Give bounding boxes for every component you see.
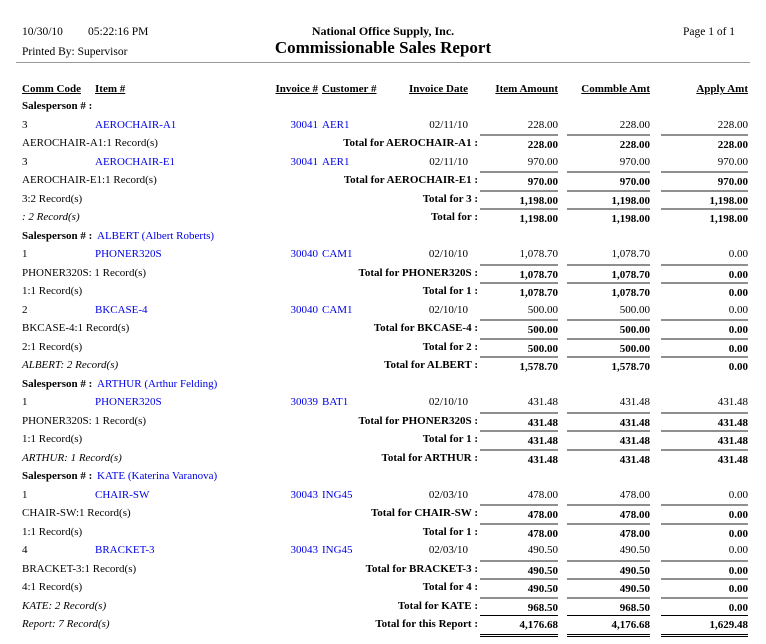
- apply-amt-total: 0.00: [661, 560, 748, 580]
- page-number: Page 1 of 1: [683, 26, 736, 38]
- item-number-link[interactable]: BKCASE-4: [95, 303, 148, 316]
- invoice-date-cell: 02/03/10: [428, 544, 468, 556]
- commble-amt-total: 228.00: [567, 134, 650, 154]
- item-amount-cell: 478.00: [527, 488, 558, 501]
- apply-amt-total: 431.48: [661, 412, 748, 432]
- customer-number-link[interactable]: ING45: [322, 488, 353, 501]
- item-amount-cell: 431.48: [527, 396, 558, 408]
- header-divider: [16, 62, 750, 63]
- commble-amt-total: 431.48: [567, 412, 650, 432]
- item-amount-total: 1,578.70: [480, 356, 558, 376]
- item-amount-total: 1,198.00: [480, 208, 558, 228]
- total-label: Total for KATE :: [397, 599, 478, 612]
- invoice-date-cell: 02/10/10: [428, 303, 468, 316]
- salesperson-group-header: [0, 375, 766, 394]
- customer-number-link[interactable]: CAM1: [322, 248, 353, 260]
- record-count-label: : 2 Record(s): [22, 211, 80, 223]
- commble-amt-total: 1,578.70: [567, 356, 650, 376]
- record-count-label: 1:1 Record(s): [22, 433, 83, 445]
- commble-amt-total: 4,176.68: [567, 615, 650, 637]
- apply-amt-cell: 0.00: [728, 248, 748, 260]
- subtotal-row: [0, 356, 766, 375]
- total-label: Total for CHAIR-SW :: [370, 507, 478, 519]
- total-label: Total for 1 :: [422, 525, 478, 538]
- total-label: Total for 1 :: [422, 285, 478, 297]
- subtotal-row: [0, 134, 766, 153]
- total-label: Total for 1 :: [422, 433, 478, 445]
- total-label: Total for PHONER320S :: [358, 414, 478, 427]
- item-amount-total: 490.50: [480, 560, 558, 580]
- item-amount-cell: 490.50: [527, 544, 558, 556]
- commble-amt-total: 490.50: [567, 560, 650, 580]
- comm-code-cell: 1: [22, 396, 28, 408]
- record-count-label: AEROCHAIR-A1:1 Record(s): [22, 137, 158, 149]
- salesperson-link[interactable]: KATE (Katerina Varanova): [97, 470, 218, 482]
- total-label: Total for BRACKET-3 :: [365, 562, 478, 575]
- item-number-link[interactable]: PHONER320S: [95, 396, 162, 408]
- apply-amt-total: 431.48: [661, 430, 748, 450]
- apply-amt-cell: 0.00: [728, 544, 748, 556]
- apply-amt-total: 228.00: [661, 134, 748, 154]
- record-count-label: ALBERT: 2 Record(s): [22, 359, 119, 371]
- total-label: Total for ALBERT :: [384, 359, 478, 371]
- apply-amt-cell: 0.00: [728, 488, 748, 501]
- record-count-label: BKCASE-4:1 Record(s): [22, 322, 130, 334]
- salesperson-label: Salesperson # :: [22, 100, 93, 112]
- commble-amt-total: 478.00: [567, 504, 650, 524]
- item-amount-total: 1,198.00: [480, 190, 558, 210]
- apply-amt-total: 970.00: [661, 171, 748, 191]
- item-amount-total: 1,078.70: [480, 282, 558, 302]
- record-count-label: BRACKET-3:1 Record(s): [22, 562, 137, 575]
- item-number-link[interactable]: BRACKET-3: [95, 544, 155, 556]
- customer-number-link[interactable]: CAM1: [322, 303, 353, 316]
- invoice-number-link[interactable]: 30041: [290, 118, 318, 131]
- invoice-date-cell: 02/11/10: [429, 118, 468, 131]
- apply-amt-total: 0.00: [661, 282, 748, 302]
- item-amount-total: 478.00: [480, 504, 558, 524]
- col-header-customer: Customer #: [322, 83, 377, 95]
- invoice-number-link[interactable]: 30040: [290, 303, 318, 316]
- invoice-date-cell: 02/03/10: [428, 488, 468, 501]
- item-amount-total: 228.00: [480, 134, 558, 154]
- item-amount-total: 478.00: [480, 523, 558, 543]
- detail-row: [0, 393, 766, 412]
- col-header-commble-amt: Commble Amt: [581, 83, 650, 95]
- report-total-row: [0, 615, 766, 634]
- commble-amt-total: 478.00: [567, 523, 650, 543]
- commble-amt-cell: 490.50: [619, 544, 650, 556]
- record-count-label: 1:1 Record(s): [22, 285, 83, 297]
- apply-amt-cell: 228.00: [717, 118, 748, 131]
- apply-amt-total: 1,198.00: [661, 208, 748, 228]
- invoice-date-cell: 02/11/10: [429, 155, 468, 168]
- customer-number-link[interactable]: BAT1: [322, 396, 349, 408]
- commble-amt-total: 1,198.00: [567, 190, 650, 210]
- apply-amt-total: 0.00: [661, 504, 748, 524]
- col-header-invoice-date: Invoice Date: [409, 83, 468, 95]
- record-count-label: CHAIR-SW:1 Record(s): [22, 507, 131, 519]
- salesperson-label: Salesperson # :: [22, 229, 93, 242]
- detail-row: [0, 486, 766, 505]
- col-header-comm-code: Comm Code: [22, 83, 81, 95]
- commble-amt-total: 970.00: [567, 171, 650, 191]
- item-amount-total: 970.00: [480, 171, 558, 191]
- subtotal-row: [0, 190, 766, 209]
- total-label: Total for AEROCHAIR-E1 :: [343, 174, 478, 186]
- subtotal-row: [0, 264, 766, 283]
- item-amount-total: 431.48: [480, 412, 558, 432]
- apply-amt-total: 0.00: [661, 578, 748, 598]
- report-title: Commissionable Sales Report: [274, 38, 492, 57]
- detail-row: [0, 116, 766, 135]
- subtotal-row: [0, 282, 766, 301]
- invoice-number-link[interactable]: 30039: [290, 396, 318, 408]
- commble-amt-cell: 478.00: [619, 488, 650, 501]
- commble-amt-cell: 970.00: [619, 155, 650, 168]
- record-count-label: 1:1 Record(s): [22, 525, 83, 538]
- commble-amt-total: 500.00: [567, 319, 650, 339]
- subtotal-row: [0, 597, 766, 616]
- commble-amt-cell: 500.00: [619, 303, 650, 316]
- salesperson-group-header: [0, 97, 766, 116]
- total-label: Total for PHONER320S :: [358, 266, 478, 279]
- commble-amt-total: 1,078.70: [567, 282, 650, 302]
- subtotal-row: [0, 504, 766, 523]
- item-number-link[interactable]: PHONER320S: [95, 248, 162, 260]
- apply-amt-total: 1,629.48: [661, 615, 748, 637]
- salesperson-group-header: [0, 467, 766, 486]
- salesperson-link[interactable]: ALBERT (Albert Roberts): [97, 229, 215, 242]
- customer-number-link[interactable]: AER1: [322, 118, 350, 131]
- commble-amt-total: 1,198.00: [567, 208, 650, 228]
- apply-amt-total: 0.00: [661, 597, 748, 617]
- record-count-label: 4:1 Record(s): [22, 581, 83, 593]
- report-date: 10/30/10: [22, 26, 63, 38]
- commble-amt-cell: 431.48: [619, 396, 650, 408]
- item-amount-total: 968.50: [480, 597, 558, 617]
- apply-amt-total: 0.00: [661, 264, 748, 284]
- col-header-item-amount: Item Amount: [495, 83, 558, 95]
- item-amount-total: 431.48: [480, 449, 558, 469]
- subtotal-row: [0, 208, 766, 227]
- total-label: Total for BKCASE-4 :: [373, 322, 478, 334]
- apply-amt-total: 0.00: [661, 523, 748, 543]
- customer-number-link[interactable]: ING45: [322, 544, 353, 556]
- item-amount-cell: 1,078.70: [519, 248, 558, 260]
- commble-amt-total: 431.48: [567, 430, 650, 450]
- item-amount-cell: 228.00: [527, 118, 558, 131]
- subtotal-row: [0, 338, 766, 357]
- apply-amt-total: 0.00: [661, 319, 748, 339]
- detail-row: [0, 245, 766, 264]
- item-amount-cell: 500.00: [527, 303, 558, 316]
- subtotal-row: [0, 412, 766, 431]
- item-amount-cell: 970.00: [527, 155, 558, 168]
- total-label: Total for 2 :: [422, 340, 478, 353]
- apply-amt-cell: 970.00: [717, 155, 748, 168]
- item-amount-total: 490.50: [480, 578, 558, 598]
- total-label: Total for ARTHUR :: [381, 451, 478, 464]
- commble-amt-cell: 1,078.70: [611, 248, 650, 260]
- comm-code-cell: 4: [22, 544, 28, 556]
- record-count-label: ARTHUR: 1 Record(s): [22, 451, 122, 464]
- commble-amt-total: 490.50: [567, 578, 650, 598]
- item-amount-total: 500.00: [480, 338, 558, 358]
- detail-row: [0, 541, 766, 560]
- salesperson-label: Salesperson # :: [22, 377, 93, 390]
- detail-row: [0, 301, 766, 320]
- subtotal-row: [0, 523, 766, 542]
- commble-amt-cell: 228.00: [619, 118, 650, 131]
- item-amount-total: 500.00: [480, 319, 558, 339]
- comm-code-cell: 3: [22, 155, 28, 168]
- total-label: Total for AEROCHAIR-A1 :: [343, 137, 478, 149]
- column-header-row: [0, 80, 766, 98]
- item-amount-total: 431.48: [480, 430, 558, 450]
- apply-amt-cell: 431.48: [717, 396, 748, 408]
- salesperson-label: Salesperson # :: [22, 470, 93, 482]
- comm-code-cell: 2: [22, 303, 28, 316]
- col-header-item: Item #: [95, 83, 126, 95]
- apply-amt-total: 0.00: [661, 356, 748, 376]
- salesperson-group-header: [0, 227, 766, 246]
- commble-amt-total: 431.48: [567, 449, 650, 469]
- invoice-date-cell: 02/10/10: [428, 248, 468, 260]
- printed-by: Printed By: Supervisor: [22, 46, 128, 58]
- subtotal-row: [0, 171, 766, 190]
- record-count-label: PHONER320S: 1 Record(s): [22, 414, 147, 427]
- col-header-invoice: Invoice #: [275, 83, 318, 95]
- subtotal-row: [0, 430, 766, 449]
- report-time: 05:22:16 PM: [88, 26, 149, 38]
- subtotal-row: [0, 319, 766, 338]
- record-count-label: 2:1 Record(s): [22, 340, 83, 353]
- invoice-number-link[interactable]: 30040: [290, 248, 318, 260]
- invoice-number-link[interactable]: 30043: [290, 544, 318, 556]
- col-header-apply-amt: Apply Amt: [696, 83, 748, 95]
- commble-amt-total: 968.50: [567, 597, 650, 617]
- invoice-number-link[interactable]: 30043: [290, 488, 318, 501]
- detail-row: [0, 153, 766, 172]
- invoice-date-cell: 02/10/10: [428, 396, 468, 408]
- comm-code-cell: 3: [22, 118, 28, 131]
- invoice-number-link[interactable]: 30041: [290, 155, 318, 168]
- subtotal-row: [0, 560, 766, 579]
- total-label: Total for 4 :: [422, 581, 478, 593]
- commble-amt-total: 1,078.70: [567, 264, 650, 284]
- record-count-label: Report: 7 Record(s): [22, 618, 110, 630]
- subtotal-row: [0, 578, 766, 597]
- comm-code-cell: 1: [22, 248, 28, 260]
- apply-amt-total: 1,198.00: [661, 190, 748, 210]
- total-label: Total for :: [430, 211, 478, 223]
- salesperson-link[interactable]: ARTHUR (Arthur Felding): [97, 377, 218, 390]
- item-number-link[interactable]: CHAIR-SW: [95, 488, 150, 501]
- total-label: Total for 3 :: [422, 192, 478, 205]
- record-count-label: KATE: 2 Record(s): [22, 599, 107, 612]
- item-amount-total: 1,078.70: [480, 264, 558, 284]
- subtotal-row: [0, 449, 766, 468]
- apply-amt-cell: 0.00: [728, 303, 748, 316]
- comm-code-cell: 1: [22, 488, 28, 501]
- record-count-label: AEROCHAIR-E1:1 Record(s): [22, 174, 157, 186]
- apply-amt-total: 0.00: [661, 338, 748, 358]
- record-count-label: PHONER320S: 1 Record(s): [22, 266, 147, 279]
- item-amount-total: 4,176.68: [480, 615, 558, 637]
- company-name: National Office Supply, Inc.: [311, 24, 455, 38]
- item-number-link[interactable]: AEROCHAIR-E1: [95, 155, 176, 168]
- customer-number-link[interactable]: AER1: [322, 155, 350, 168]
- report-body: [0, 97, 766, 634]
- record-count-label: 3:2 Record(s): [22, 192, 83, 205]
- total-label: Total for this Report :: [375, 618, 478, 630]
- item-number-link[interactable]: AEROCHAIR-A1: [95, 118, 177, 131]
- commble-amt-total: 500.00: [567, 338, 650, 358]
- apply-amt-total: 431.48: [661, 449, 748, 469]
